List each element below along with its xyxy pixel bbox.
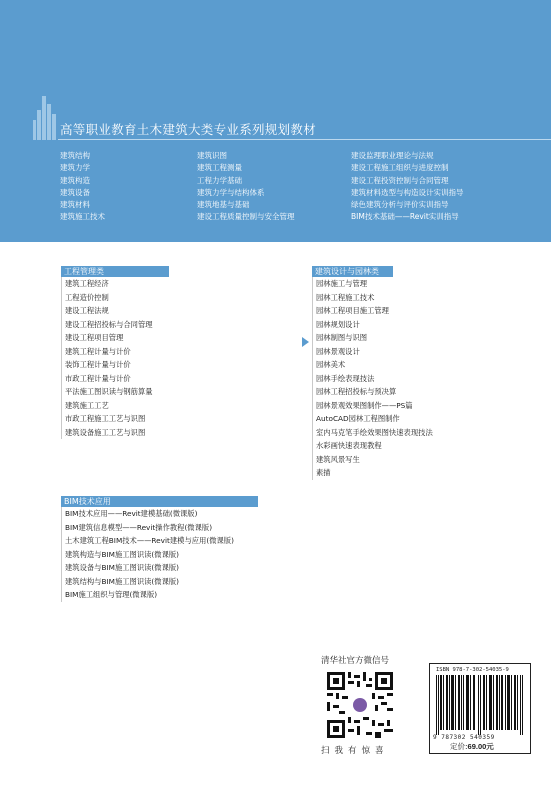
top-item: 建设监理职业理论与法规 <box>351 151 434 160</box>
top-item: 建筑力学 <box>60 163 90 173</box>
list-item: 室内马克笔手绘效果图快速表现技法 <box>312 426 488 440</box>
list-item: 建筑结构与BIM施工图识读(微课版) <box>61 575 258 589</box>
pointer-arrow-icon <box>302 337 309 347</box>
list-item: 建设工程项目管理 <box>61 331 169 345</box>
list-item: BIM施工组织与管理(微课版) <box>61 588 258 602</box>
list-item: 工程造价控制 <box>61 291 169 305</box>
divider <box>58 139 551 140</box>
qr-title: 清华社官方微信号 <box>321 656 390 666</box>
management-list-header: 工程管理类 <box>61 266 169 277</box>
top-item: 建筑施工技术 <box>60 212 105 222</box>
top-column-1 <box>60 150 105 224</box>
list-item: 平法施工图识读与钢筋算量 <box>61 385 169 399</box>
building-logo-icon <box>33 96 59 140</box>
top-item: 建筑工程测量 <box>197 163 242 173</box>
list-item: 建筑构造与BIM施工图识读(微课版) <box>61 548 258 562</box>
list-item: 园林手绘表现技法 <box>312 372 488 386</box>
price-value: 69.00元 <box>467 742 494 751</box>
list-item: BIM建筑信息模型——Revit操作教程(微课版) <box>61 521 258 535</box>
price-label: 定价: <box>450 742 468 751</box>
bim-list <box>61 496 258 602</box>
top-item: 建筑结构 <box>60 151 90 160</box>
top-item: 建设工程施工组织与进度控制 <box>351 163 449 173</box>
list-item: 建设工程法规 <box>61 304 169 318</box>
list-item: 建筑施工工艺 <box>61 399 169 413</box>
barcode-icon <box>436 675 524 735</box>
series-title: 高等职业教育土木建筑大类专业系列规划教材 <box>60 122 317 137</box>
management-list <box>61 266 169 439</box>
barcode-block <box>429 663 531 754</box>
list-item: AutoCAD园林工程图制作 <box>312 412 488 426</box>
list-item: 园林规划设计 <box>312 318 488 332</box>
list-item: 市政工程施工工艺与识图 <box>61 412 169 426</box>
list-item: 建设工程招投标与合同管理 <box>61 318 169 332</box>
top-item: 建筑力学与结构体系 <box>197 187 265 197</box>
list-item: 建筑工程计量与计价 <box>61 345 169 359</box>
list-item: 素描 <box>312 466 488 480</box>
isbn-text: ISBN 978-7-302-54035-9 <box>436 667 509 673</box>
bim-list-header: BIM技术应用 <box>61 496 258 507</box>
top-item: 建筑地基与基础 <box>197 200 250 210</box>
list-item: 园林工程施工技术 <box>312 291 488 305</box>
list-item: 装饰工程计量与计价 <box>61 358 169 372</box>
qr-caption: 扫我有惊喜 <box>321 746 389 756</box>
top-column-2 <box>197 150 295 224</box>
isbn-digits: 9 787302 540359 <box>433 734 495 741</box>
list-item: 建筑风景写生 <box>312 453 488 467</box>
list-item: 园林制图与识图 <box>312 331 488 345</box>
design-list-header: 建筑设计与园林类 <box>312 266 393 277</box>
top-item: 绿色建筑分析与评价实训指导 <box>351 200 449 210</box>
list-item: 建筑工程经济 <box>61 277 169 291</box>
list-item: 园林景观效果图制作——PS篇 <box>312 399 488 413</box>
list-item: 园林工程招投标与预决算 <box>312 385 488 399</box>
design-list <box>312 266 488 480</box>
list-item: 水彩画快速表现教程 <box>312 439 488 453</box>
top-item: 建筑材料 <box>60 200 90 210</box>
top-item: BIM技术基础——Revit实训指导 <box>351 212 459 222</box>
top-item: 建筑识图 <box>197 151 227 160</box>
list-item: 建筑设备施工工艺与识图 <box>61 426 169 440</box>
header-band <box>0 0 551 242</box>
top-column-3 <box>351 150 464 224</box>
top-item: 建设工程质量控制与安全管理 <box>197 212 295 222</box>
top-item: 建筑构造 <box>60 175 90 185</box>
price <box>450 741 494 752</box>
list-item: BIM技术应用——Revit建模基础(微课版) <box>61 507 258 521</box>
list-item: 建筑设备与BIM施工图识读(微课版) <box>61 561 258 575</box>
top-item: 建筑材料选型与构造设计实训指导 <box>351 187 464 197</box>
top-item: 工程力学基础 <box>197 175 242 185</box>
list-item: 园林工程项目施工管理 <box>312 304 488 318</box>
qr-code-icon[interactable] <box>327 672 393 738</box>
list-item: 园林施工与管理 <box>312 277 488 291</box>
list-item: 园林美术 <box>312 358 488 372</box>
top-item: 建筑设备 <box>60 187 90 197</box>
list-item: 市政工程计量与计价 <box>61 372 169 386</box>
list-item: 土木建筑工程BIM技术——Revit建模与应用(微课版) <box>61 534 258 548</box>
top-item: 建设工程投资控制与合同管理 <box>351 175 449 185</box>
list-item: 园林景观设计 <box>312 345 488 359</box>
